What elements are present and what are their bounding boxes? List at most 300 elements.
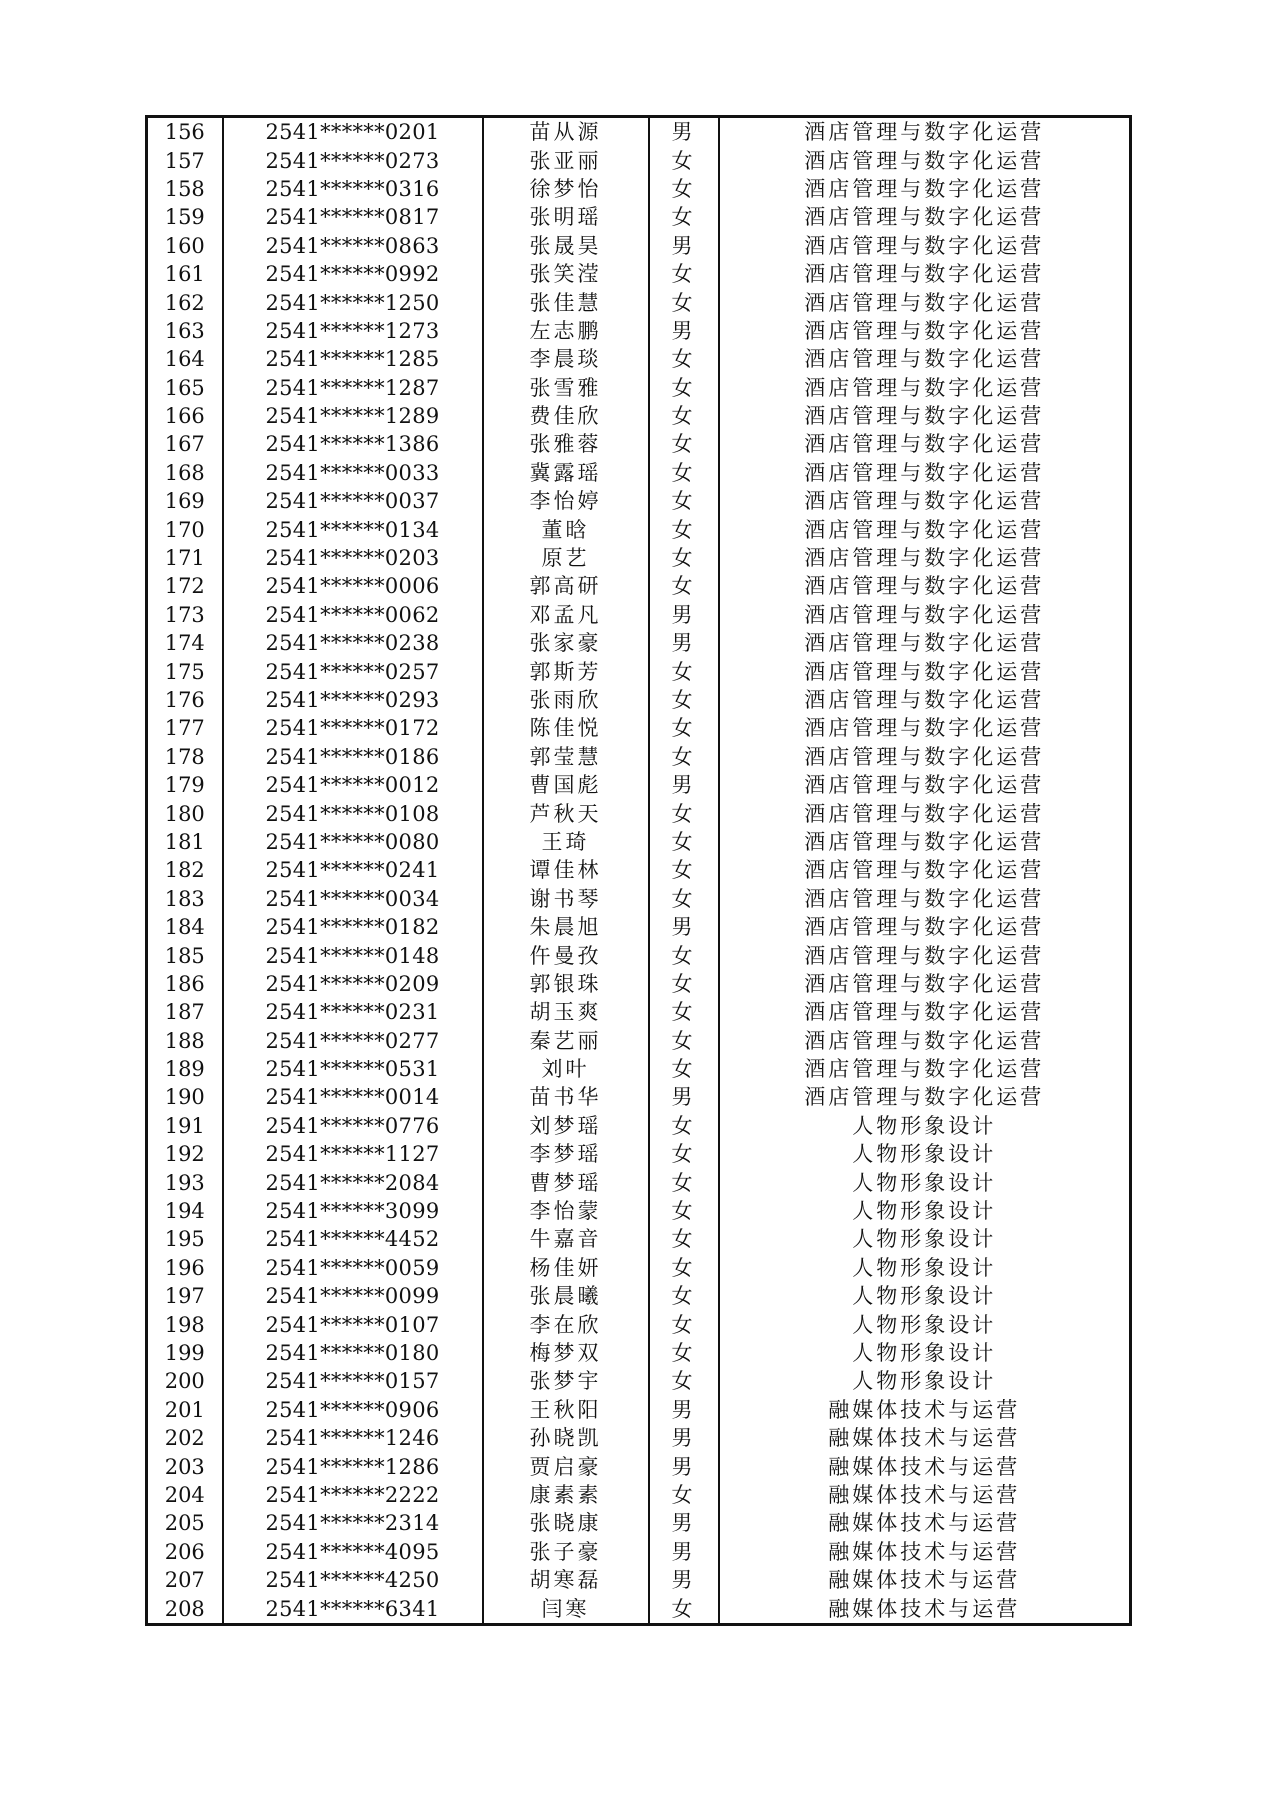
student-id: 2541******0316	[223, 175, 483, 203]
student-major: 酒店管理与数字化运营	[719, 913, 1131, 941]
row-number: 177	[147, 714, 223, 742]
student-id: 2541******0203	[223, 544, 483, 572]
table-row	[147, 146, 1131, 174]
student-name: 曹国彪	[483, 771, 649, 799]
student-gender: 女	[649, 515, 719, 543]
student-major: 融媒体技术与运营	[719, 1396, 1131, 1424]
row-number: 176	[147, 686, 223, 714]
student-gender: 女	[649, 487, 719, 515]
student-name: 孙晓凯	[483, 1424, 649, 1452]
student-gender: 女	[649, 970, 719, 998]
student-major: 酒店管理与数字化运营	[719, 402, 1131, 430]
student-name: 王琦	[483, 828, 649, 856]
table-row	[147, 345, 1131, 373]
row-number: 174	[147, 629, 223, 657]
student-id: 2541******0776	[223, 1112, 483, 1140]
student-id: 2541******0157	[223, 1367, 483, 1395]
student-id: 2541******0180	[223, 1339, 483, 1367]
student-id: 2541******0277	[223, 1027, 483, 1055]
table-row	[147, 799, 1131, 827]
student-name: 张亚丽	[483, 146, 649, 174]
row-number: 190	[147, 1083, 223, 1111]
student-major: 酒店管理与数字化运营	[719, 1027, 1131, 1055]
table-row	[147, 515, 1131, 543]
student-name: 苗书华	[483, 1083, 649, 1111]
student-gender: 女	[649, 1225, 719, 1253]
student-gender: 男	[649, 1566, 719, 1594]
row-number: 156	[147, 117, 223, 147]
student-major: 酒店管理与数字化运营	[719, 515, 1131, 543]
student-name: 张雪雅	[483, 374, 649, 402]
student-major: 酒店管理与数字化运营	[719, 146, 1131, 174]
row-number: 191	[147, 1112, 223, 1140]
student-gender: 男	[649, 317, 719, 345]
student-gender: 女	[649, 175, 719, 203]
table-row	[147, 1225, 1131, 1253]
student-gender: 女	[649, 1310, 719, 1338]
student-id: 2541******1250	[223, 288, 483, 316]
student-name: 原艺	[483, 544, 649, 572]
student-gender: 女	[649, 1197, 719, 1225]
student-major: 酒店管理与数字化运营	[719, 998, 1131, 1026]
table-row	[147, 1481, 1131, 1509]
student-gender: 男	[649, 1538, 719, 1566]
student-roster-table	[145, 115, 1132, 1626]
student-id: 2541******0034	[223, 885, 483, 913]
table-row	[147, 1282, 1131, 1310]
student-name: 张佳慧	[483, 288, 649, 316]
student-name: 郭银珠	[483, 970, 649, 998]
table-row	[147, 572, 1131, 600]
table-row	[147, 1254, 1131, 1282]
table-row	[147, 260, 1131, 288]
student-gender: 女	[649, 459, 719, 487]
student-id: 2541******0059	[223, 1254, 483, 1282]
row-number: 159	[147, 203, 223, 231]
student-gender: 女	[649, 714, 719, 742]
table-row	[147, 743, 1131, 771]
student-name: 牛嘉音	[483, 1225, 649, 1253]
student-gender: 女	[649, 885, 719, 913]
student-gender: 女	[649, 1367, 719, 1395]
student-name: 张子豪	[483, 1538, 649, 1566]
row-number: 169	[147, 487, 223, 515]
student-id: 2541******0863	[223, 232, 483, 260]
student-id: 2541******0080	[223, 828, 483, 856]
table-row	[147, 629, 1131, 657]
table-row	[147, 1197, 1131, 1225]
student-name: 冀露瑶	[483, 459, 649, 487]
student-major: 融媒体技术与运营	[719, 1452, 1131, 1480]
student-major: 人物形象设计	[719, 1197, 1131, 1225]
student-name: 张家豪	[483, 629, 649, 657]
student-name: 曹梦瑶	[483, 1168, 649, 1196]
table-row	[147, 544, 1131, 572]
student-gender: 女	[649, 657, 719, 685]
student-name: 苗从源	[483, 117, 649, 147]
table-row	[147, 1027, 1131, 1055]
row-number: 164	[147, 345, 223, 373]
table-row	[147, 1566, 1131, 1594]
student-id: 2541******0186	[223, 743, 483, 771]
student-id: 2541******1285	[223, 345, 483, 373]
student-major: 融媒体技术与运营	[719, 1424, 1131, 1452]
student-gender: 女	[649, 1027, 719, 1055]
student-major: 人物形象设计	[719, 1112, 1131, 1140]
student-gender: 女	[649, 1140, 719, 1168]
student-gender: 女	[649, 146, 719, 174]
student-name: 郭斯芳	[483, 657, 649, 685]
student-gender: 女	[649, 203, 719, 231]
student-name: 郭莹慧	[483, 743, 649, 771]
student-major: 融媒体技术与运营	[719, 1594, 1131, 1624]
student-gender: 女	[649, 1112, 719, 1140]
student-id: 2541******0107	[223, 1310, 483, 1338]
student-name: 朱晨旭	[483, 913, 649, 941]
student-major: 酒店管理与数字化运营	[719, 970, 1131, 998]
row-number: 157	[147, 146, 223, 174]
student-id: 2541******2314	[223, 1509, 483, 1537]
student-major: 酒店管理与数字化运营	[719, 941, 1131, 969]
student-name: 张晓康	[483, 1509, 649, 1537]
table-row	[147, 1339, 1131, 1367]
row-number: 201	[147, 1396, 223, 1424]
student-name: 左志鹏	[483, 317, 649, 345]
row-number: 196	[147, 1254, 223, 1282]
student-name: 张雨欣	[483, 686, 649, 714]
student-id: 2541******0238	[223, 629, 483, 657]
student-id: 2541******0037	[223, 487, 483, 515]
row-number: 194	[147, 1197, 223, 1225]
student-id: 2541******1286	[223, 1452, 483, 1480]
row-number: 205	[147, 1509, 223, 1537]
table-row	[147, 288, 1131, 316]
table-row	[147, 1055, 1131, 1083]
student-name: 邓孟凡	[483, 601, 649, 629]
student-id: 2541******2222	[223, 1481, 483, 1509]
student-gender: 女	[649, 430, 719, 458]
student-id: 2541******0014	[223, 1083, 483, 1111]
row-number: 207	[147, 1566, 223, 1594]
table-row	[147, 714, 1131, 742]
student-id: 2541******1246	[223, 1424, 483, 1452]
row-number: 166	[147, 402, 223, 430]
row-number: 187	[147, 998, 223, 1026]
row-number: 180	[147, 799, 223, 827]
student-name: 陈佳悦	[483, 714, 649, 742]
table-row	[147, 885, 1131, 913]
student-id: 2541******1289	[223, 402, 483, 430]
table-row	[147, 317, 1131, 345]
table-row	[147, 686, 1131, 714]
student-major: 酒店管理与数字化运营	[719, 657, 1131, 685]
student-id: 2541******1287	[223, 374, 483, 402]
student-id: 2541******0241	[223, 856, 483, 884]
table-row	[147, 1538, 1131, 1566]
student-major: 酒店管理与数字化运营	[719, 487, 1131, 515]
student-gender: 女	[649, 1254, 719, 1282]
student-name: 芦秋天	[483, 799, 649, 827]
student-gender: 女	[649, 1055, 719, 1083]
student-major: 酒店管理与数字化运营	[719, 317, 1131, 345]
student-name: 闫寒	[483, 1594, 649, 1624]
table-row	[147, 970, 1131, 998]
student-major: 人物形象设计	[719, 1225, 1131, 1253]
student-gender: 女	[649, 998, 719, 1026]
row-number: 178	[147, 743, 223, 771]
row-number: 203	[147, 1452, 223, 1480]
student-gender: 女	[649, 288, 719, 316]
student-name: 胡寒磊	[483, 1566, 649, 1594]
student-gender: 男	[649, 913, 719, 941]
student-id: 2541******0099	[223, 1282, 483, 1310]
student-major: 人物形象设计	[719, 1168, 1131, 1196]
table-row	[147, 601, 1131, 629]
student-major: 酒店管理与数字化运营	[719, 459, 1131, 487]
student-gender: 男	[649, 601, 719, 629]
student-major: 酒店管理与数字化运营	[719, 572, 1131, 600]
student-id: 2541******0209	[223, 970, 483, 998]
row-number: 182	[147, 856, 223, 884]
table-row	[147, 1367, 1131, 1395]
student-major: 酒店管理与数字化运营	[719, 885, 1131, 913]
student-gender: 女	[649, 544, 719, 572]
student-major: 酒店管理与数字化运营	[719, 1055, 1131, 1083]
row-number: 175	[147, 657, 223, 685]
table-row	[147, 1083, 1131, 1111]
student-gender: 女	[649, 345, 719, 373]
row-number: 162	[147, 288, 223, 316]
student-id: 2541******0148	[223, 941, 483, 969]
student-name: 张晨曦	[483, 1282, 649, 1310]
student-name: 李怡婷	[483, 487, 649, 515]
table-row	[147, 374, 1131, 402]
row-number: 173	[147, 601, 223, 629]
student-id: 2541******0012	[223, 771, 483, 799]
student-id: 2541******0906	[223, 1396, 483, 1424]
table-row	[147, 913, 1131, 941]
student-gender: 女	[649, 686, 719, 714]
row-number: 189	[147, 1055, 223, 1083]
student-gender: 男	[649, 1083, 719, 1111]
student-major: 酒店管理与数字化运营	[719, 686, 1131, 714]
student-major: 融媒体技术与运营	[719, 1538, 1131, 1566]
student-id: 2541******0231	[223, 998, 483, 1026]
student-name: 谭佳林	[483, 856, 649, 884]
row-number: 168	[147, 459, 223, 487]
student-id: 2541******4095	[223, 1538, 483, 1566]
student-major: 酒店管理与数字化运营	[719, 799, 1131, 827]
row-number: 197	[147, 1282, 223, 1310]
student-id: 2541******1273	[223, 317, 483, 345]
student-major: 酒店管理与数字化运营	[719, 232, 1131, 260]
table-row	[147, 856, 1131, 884]
student-name: 李梦瑶	[483, 1140, 649, 1168]
table-row	[147, 1509, 1131, 1537]
student-name: 胡玉爽	[483, 998, 649, 1026]
student-name: 秦艺丽	[483, 1027, 649, 1055]
row-number: 170	[147, 515, 223, 543]
student-name: 谢书琴	[483, 885, 649, 913]
student-id: 2541******0201	[223, 117, 483, 147]
student-name: 李在欣	[483, 1310, 649, 1338]
student-id: 2541******0182	[223, 913, 483, 941]
table-row	[147, 487, 1131, 515]
row-number: 167	[147, 430, 223, 458]
row-number: 181	[147, 828, 223, 856]
student-name: 徐梦怡	[483, 175, 649, 203]
row-number: 165	[147, 374, 223, 402]
table-row	[147, 941, 1131, 969]
student-gender: 女	[649, 799, 719, 827]
student-name: 费佳欣	[483, 402, 649, 430]
row-number: 158	[147, 175, 223, 203]
student-major: 酒店管理与数字化运营	[719, 117, 1131, 147]
student-major: 人物形象设计	[719, 1310, 1131, 1338]
table-row	[147, 459, 1131, 487]
row-number: 199	[147, 1339, 223, 1367]
student-id: 2541******1127	[223, 1140, 483, 1168]
row-number: 195	[147, 1225, 223, 1253]
student-major: 酒店管理与数字化运营	[719, 601, 1131, 629]
row-number: 179	[147, 771, 223, 799]
student-gender: 男	[649, 117, 719, 147]
student-name: 李怡蒙	[483, 1197, 649, 1225]
student-major: 人物形象设计	[719, 1282, 1131, 1310]
row-number: 193	[147, 1168, 223, 1196]
student-major: 融媒体技术与运营	[719, 1509, 1131, 1537]
student-major: 酒店管理与数字化运营	[719, 288, 1131, 316]
student-name: 康素素	[483, 1481, 649, 1509]
table-row	[147, 430, 1131, 458]
student-name: 仵曼孜	[483, 941, 649, 969]
row-number: 198	[147, 1310, 223, 1338]
student-id: 2541******2084	[223, 1168, 483, 1196]
student-name: 贾启豪	[483, 1452, 649, 1480]
table-row	[147, 175, 1131, 203]
table-row	[147, 1424, 1131, 1452]
row-number: 185	[147, 941, 223, 969]
student-gender: 女	[649, 260, 719, 288]
student-major: 酒店管理与数字化运营	[719, 345, 1131, 373]
student-id: 2541******0257	[223, 657, 483, 685]
student-major: 融媒体技术与运营	[719, 1566, 1131, 1594]
student-gender: 男	[649, 232, 719, 260]
student-name: 杨佳妍	[483, 1254, 649, 1282]
student-name: 李晨琰	[483, 345, 649, 373]
student-id: 2541******0817	[223, 203, 483, 231]
row-number: 206	[147, 1538, 223, 1566]
table-row	[147, 1310, 1131, 1338]
student-major: 酒店管理与数字化运营	[719, 430, 1131, 458]
row-number: 171	[147, 544, 223, 572]
row-number: 188	[147, 1027, 223, 1055]
student-major: 酒店管理与数字化运营	[719, 856, 1131, 884]
table-row	[147, 657, 1131, 685]
row-number: 163	[147, 317, 223, 345]
student-gender: 女	[649, 374, 719, 402]
table-row	[147, 203, 1131, 231]
student-major: 酒店管理与数字化运营	[719, 629, 1131, 657]
student-id: 2541******0134	[223, 515, 483, 543]
row-number: 208	[147, 1594, 223, 1624]
roster-body	[147, 117, 1131, 1625]
table-row	[147, 771, 1131, 799]
table-row	[147, 1396, 1131, 1424]
student-major: 酒店管理与数字化运营	[719, 828, 1131, 856]
row-number: 160	[147, 232, 223, 260]
student-gender: 女	[649, 941, 719, 969]
student-gender: 女	[649, 828, 719, 856]
student-major: 酒店管理与数字化运营	[719, 374, 1131, 402]
student-id: 2541******4250	[223, 1566, 483, 1594]
student-gender: 女	[649, 1481, 719, 1509]
row-number: 184	[147, 913, 223, 941]
student-name: 张晟昊	[483, 232, 649, 260]
row-number: 192	[147, 1140, 223, 1168]
row-number: 200	[147, 1367, 223, 1395]
student-major: 酒店管理与数字化运营	[719, 743, 1131, 771]
student-gender: 女	[649, 1282, 719, 1310]
student-major: 酒店管理与数字化运营	[719, 714, 1131, 742]
row-number: 204	[147, 1481, 223, 1509]
student-id: 2541******0531	[223, 1055, 483, 1083]
student-name: 王秋阳	[483, 1396, 649, 1424]
student-id: 2541******1386	[223, 430, 483, 458]
student-name: 梅梦双	[483, 1339, 649, 1367]
row-number: 183	[147, 885, 223, 913]
row-number: 202	[147, 1424, 223, 1452]
student-major: 酒店管理与数字化运营	[719, 544, 1131, 572]
student-gender: 男	[649, 1424, 719, 1452]
table-row	[147, 117, 1131, 147]
student-major: 酒店管理与数字化运营	[719, 1083, 1131, 1111]
student-id: 2541******0062	[223, 601, 483, 629]
student-id: 2541******0992	[223, 260, 483, 288]
student-major: 酒店管理与数字化运营	[719, 260, 1131, 288]
student-gender: 女	[649, 1594, 719, 1624]
student-gender: 女	[649, 856, 719, 884]
student-name: 郭高研	[483, 572, 649, 600]
student-gender: 女	[649, 743, 719, 771]
student-name: 张明瑶	[483, 203, 649, 231]
student-id: 2541******6341	[223, 1594, 483, 1624]
row-number: 172	[147, 572, 223, 600]
student-gender: 男	[649, 771, 719, 799]
student-name: 张笑滢	[483, 260, 649, 288]
student-major: 人物形象设计	[719, 1339, 1131, 1367]
student-gender: 男	[649, 629, 719, 657]
student-name: 张雅蓉	[483, 430, 649, 458]
table-row	[147, 1594, 1131, 1624]
table-row	[147, 232, 1131, 260]
student-name: 张梦宇	[483, 1367, 649, 1395]
student-gender: 男	[649, 1396, 719, 1424]
student-name: 刘梦瑶	[483, 1112, 649, 1140]
student-gender: 女	[649, 402, 719, 430]
student-major: 人物形象设计	[719, 1254, 1131, 1282]
table-row	[147, 1112, 1131, 1140]
student-gender: 男	[649, 1509, 719, 1537]
row-number: 186	[147, 970, 223, 998]
student-major: 融媒体技术与运营	[719, 1481, 1131, 1509]
student-id: 2541******0293	[223, 686, 483, 714]
table-row	[147, 998, 1131, 1026]
table-row	[147, 1452, 1131, 1480]
table-row	[147, 828, 1131, 856]
student-gender: 男	[649, 1452, 719, 1480]
student-name: 董晗	[483, 515, 649, 543]
